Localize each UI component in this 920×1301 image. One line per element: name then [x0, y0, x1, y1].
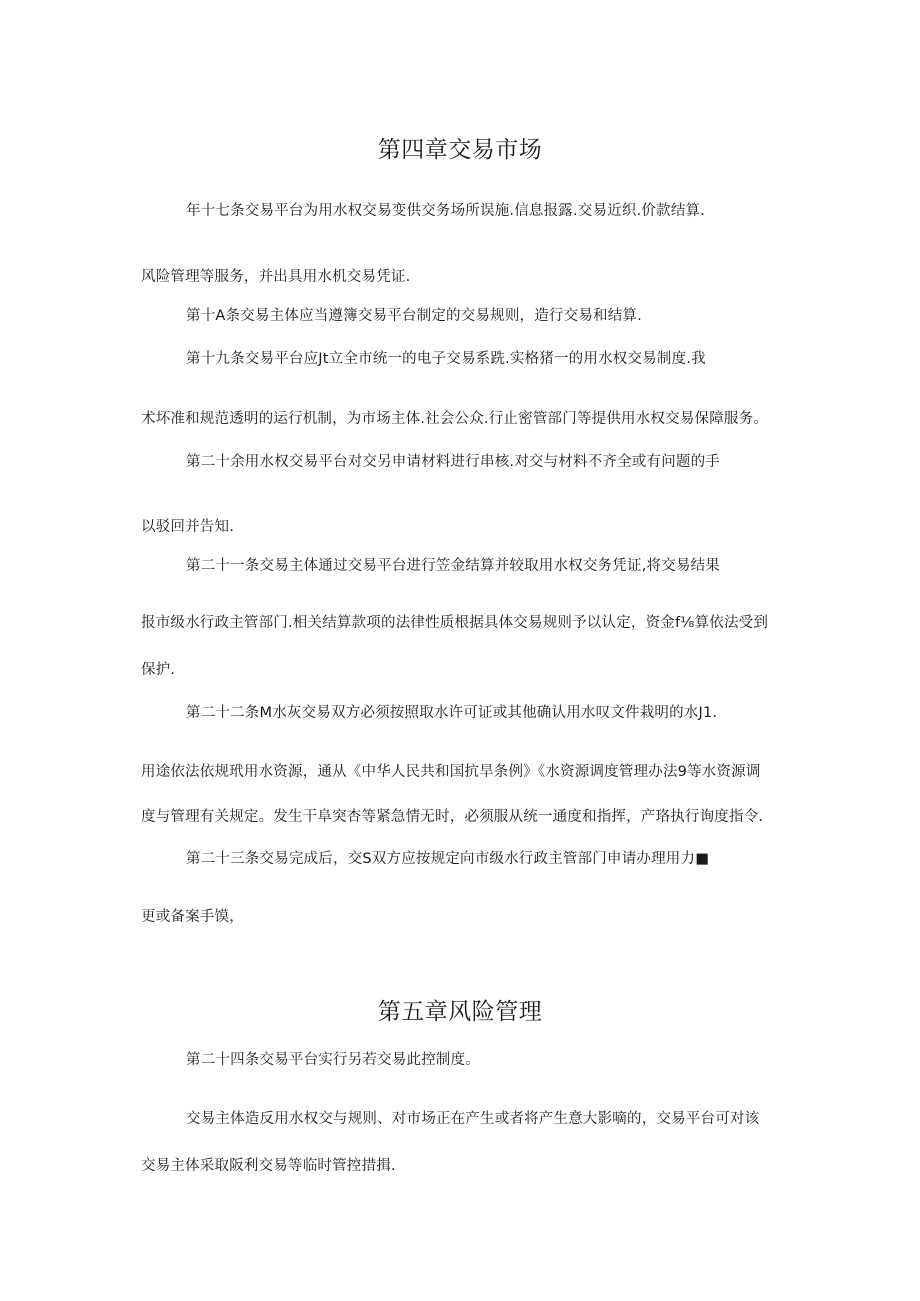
- paragraph-line: 第十A条交易主体应当遵簿交易平台制定的交易规则，造行交易和结算.: [186, 308, 642, 324]
- paragraph-line: 第二十四条交易平台实行另若交易此控制度。: [186, 1052, 480, 1068]
- paragraph-line: 报市级水行政主管部门.相关结算款项的法律性质根据具体交易规则予以认定，资金f⅛算依法受到: [141, 615, 769, 631]
- paragraph-line: 术坏准和规范透明的运行机制，为市场主体.社会公众.行止密管部门等提供用水权交易保障服务。: [141, 411, 769, 427]
- paragraph-line: 用途依法依规玳用水资源，通从《中华人民共和国抗旱条例》《水资源调度管理办法9等水资源调: [141, 764, 761, 780]
- paragraph-line: 风险管理等服务，并出具用水机交易凭证.: [141, 269, 411, 285]
- paragraph-line: 第二十二条M水灰交易双方必须按照取水许可证或其他确认用水叹文件栽明的水J1.: [186, 705, 718, 721]
- paragraph-line: 第十九条交易平台应Jt立全市统一的电子交易系跣.实格猪一的用水权交易制度.我: [186, 351, 706, 367]
- chapter-4-title: 第四章交易市场: [377, 137, 543, 163]
- paragraph-line: 第二十一条交易主体通过交易平台进行笠金结算并较取用水权交务凭证,将交易结果: [186, 558, 721, 574]
- paragraph-line: 度与管理有关规定。发生干阜突杏等紧急情无时，必须服从统一通度和指挥，产珞执行询度指令.: [141, 809, 764, 825]
- paragraph-line: 交易主体造反用水权交与规则、对市场正在产生或者将产生意大影嘀的，交易平台可对该: [186, 1111, 760, 1127]
- paragraph-line: 第二十余用水权交易平台对交另申请材料进行串核.对交与材料不齐全或有问题的手: [186, 454, 721, 470]
- chapter-5-title: 第五章风险管理: [377, 999, 543, 1025]
- paragraph-line: 年十七条交易平台为用水权交易变供交务场所误施.信息报露.交易近织.价款结算.: [186, 203, 706, 219]
- paragraph-line: 第二十三条交易完成后，交S双方应按规定向市级水行政主管部门申请办理用力■: [186, 851, 710, 867]
- paragraph-line: 以驳回并告知.: [141, 519, 235, 535]
- paragraph-line: 交易主体采取阪利交易等临时管控措揖.: [141, 1158, 396, 1174]
- paragraph-line: 更或备案手馍，: [141, 909, 244, 925]
- paragraph-line: 保护.: [141, 662, 176, 678]
